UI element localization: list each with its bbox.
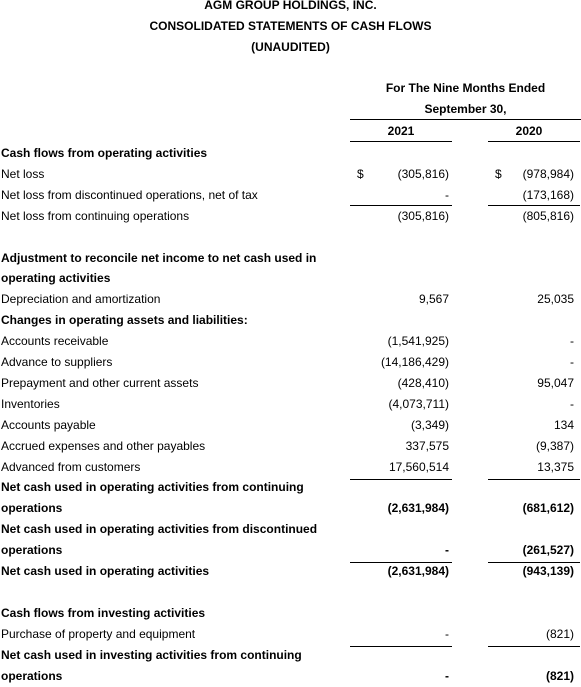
value-2021: 337,575 [405,438,449,453]
row-label: Advanced from customers [1,459,141,474]
table-row [0,185,581,206]
table-row [0,603,581,624]
table-row [0,540,581,561]
table-row [0,164,581,185]
value-2020: 134 [553,417,574,432]
value-2020: (821) [545,668,574,683]
value-2021: (305,816) [397,208,449,223]
row-label: Purchase of property and equipment [1,626,196,641]
table-row [0,248,581,269]
value-2021: (14,186,429) [380,355,449,369]
column-header-2021: 2021 [387,124,415,138]
value-2021: - [445,187,449,202]
row-label: Depreciation and amortization [1,292,161,307]
value-2021: 9,567 [418,292,449,307]
value-2020: (681,612) [522,501,574,516]
row-label: Net cash used in operating activities from continuing [1,480,304,495]
currency-symbol: $ [495,166,502,181]
row-label: Net cash used in operating activities [1,564,210,578]
table-row [0,582,581,603]
value-2020: 95,047 [537,375,574,390]
column-header-rule-2021 [350,141,452,142]
currency-symbol: $ [357,166,364,181]
subtotal-rule-2020 [488,646,580,647]
table-row [0,268,581,289]
row-label: Cash flows from investing activities [1,605,206,620]
value-2021: (428,410) [397,375,449,390]
subtotal-rule-2021 [350,205,452,206]
row-label: operations [1,501,63,516]
table-row [0,477,581,498]
company-name: AGM GROUP HOLDINGS, INC. [204,0,377,12]
table-row [0,352,581,373]
table-row [0,645,581,666]
row-label: Net cash used in operating activities from discontinued [1,522,318,537]
table-row [0,310,581,331]
table-row [0,227,581,248]
row-label: Cash flows from operating activities [1,146,208,160]
row-label: Accrued expenses and other payables [1,438,206,453]
value-2021: (2,631,984) [387,501,449,516]
row-label: operations [1,543,63,558]
table-row [0,457,581,478]
value-2020: (805,816) [522,208,574,223]
column-header-rule-2020 [488,141,580,142]
subtotal-rule-2021 [350,562,452,563]
statement-note: (UNAUDITED) [251,40,330,54]
table-row [0,206,581,227]
row-label: Accounts payable [1,417,96,432]
table-row [0,373,581,394]
subtotal-rule-2021 [350,646,452,647]
value-2020: (173,168) [522,187,574,202]
table-row [0,624,581,645]
value-2020: - [570,334,574,349]
value-2021: - [445,668,449,683]
row-label: operating activities [1,271,111,286]
row-label: Inventories [1,396,60,411]
column-header-2020: 2020 [515,124,543,138]
period-heading-rule [350,119,581,120]
table-row [0,436,581,457]
row-label: Net loss from continuing operations [1,208,190,223]
period-heading-line2: September 30, [424,102,507,116]
row-label: Net loss [1,166,45,181]
value-2021: (3,349) [410,417,449,432]
row-label: Changes in operating assets and liabilities: [1,313,248,328]
row-label: Prepayment and other current assets [1,375,199,390]
value-2020: - [570,396,574,411]
value-2021: (1,541,925) [387,334,449,349]
table-row [0,415,581,436]
value-2020: 13,375 [537,459,574,474]
value-2021: (305,816) [397,166,449,181]
table-row [0,498,581,519]
value-2021: - [445,626,449,641]
value-2020: 25,035 [537,292,574,307]
period-heading-line1: For The Nine Months Ended [385,81,546,95]
row-label: operations [1,668,63,683]
value-2020: (978,984) [522,166,574,181]
value-2021: - [445,543,449,558]
subtotal-rule-2021 [350,479,452,480]
subtotal-rule-2020 [488,562,580,563]
subtotal-rule-2020 [488,479,580,480]
table-row [0,143,581,164]
value-2021: (4,073,711) [388,396,449,411]
row-label: Net cash used in investing activities from continuing [1,647,302,662]
row-label: Net loss from discontinued operations, net of tax [1,187,258,202]
value-2020: (9,387) [535,438,574,453]
value-2020: (943,139) [522,564,574,578]
table-row [0,561,581,582]
statement-title: CONSOLIDATED STATEMENTS OF CASH FLOWS [149,19,432,33]
value-2021: 17,560,514 [388,459,449,474]
row-label: Accounts receivable [1,334,109,349]
value-2020: - [570,355,574,369]
row-label: Adjustment to reconcile net income to net cash used in [1,250,317,265]
value-2020: (261,527) [522,543,574,558]
subtotal-rule-2020 [488,205,580,206]
table-row [0,289,581,310]
table-row [0,666,581,687]
value-2021: (2,631,984) [387,564,449,578]
table-row [0,519,581,540]
value-2020: (821) [545,626,574,641]
table-row [0,331,581,352]
table-row [0,394,581,415]
row-label: Advance to suppliers [1,355,113,369]
